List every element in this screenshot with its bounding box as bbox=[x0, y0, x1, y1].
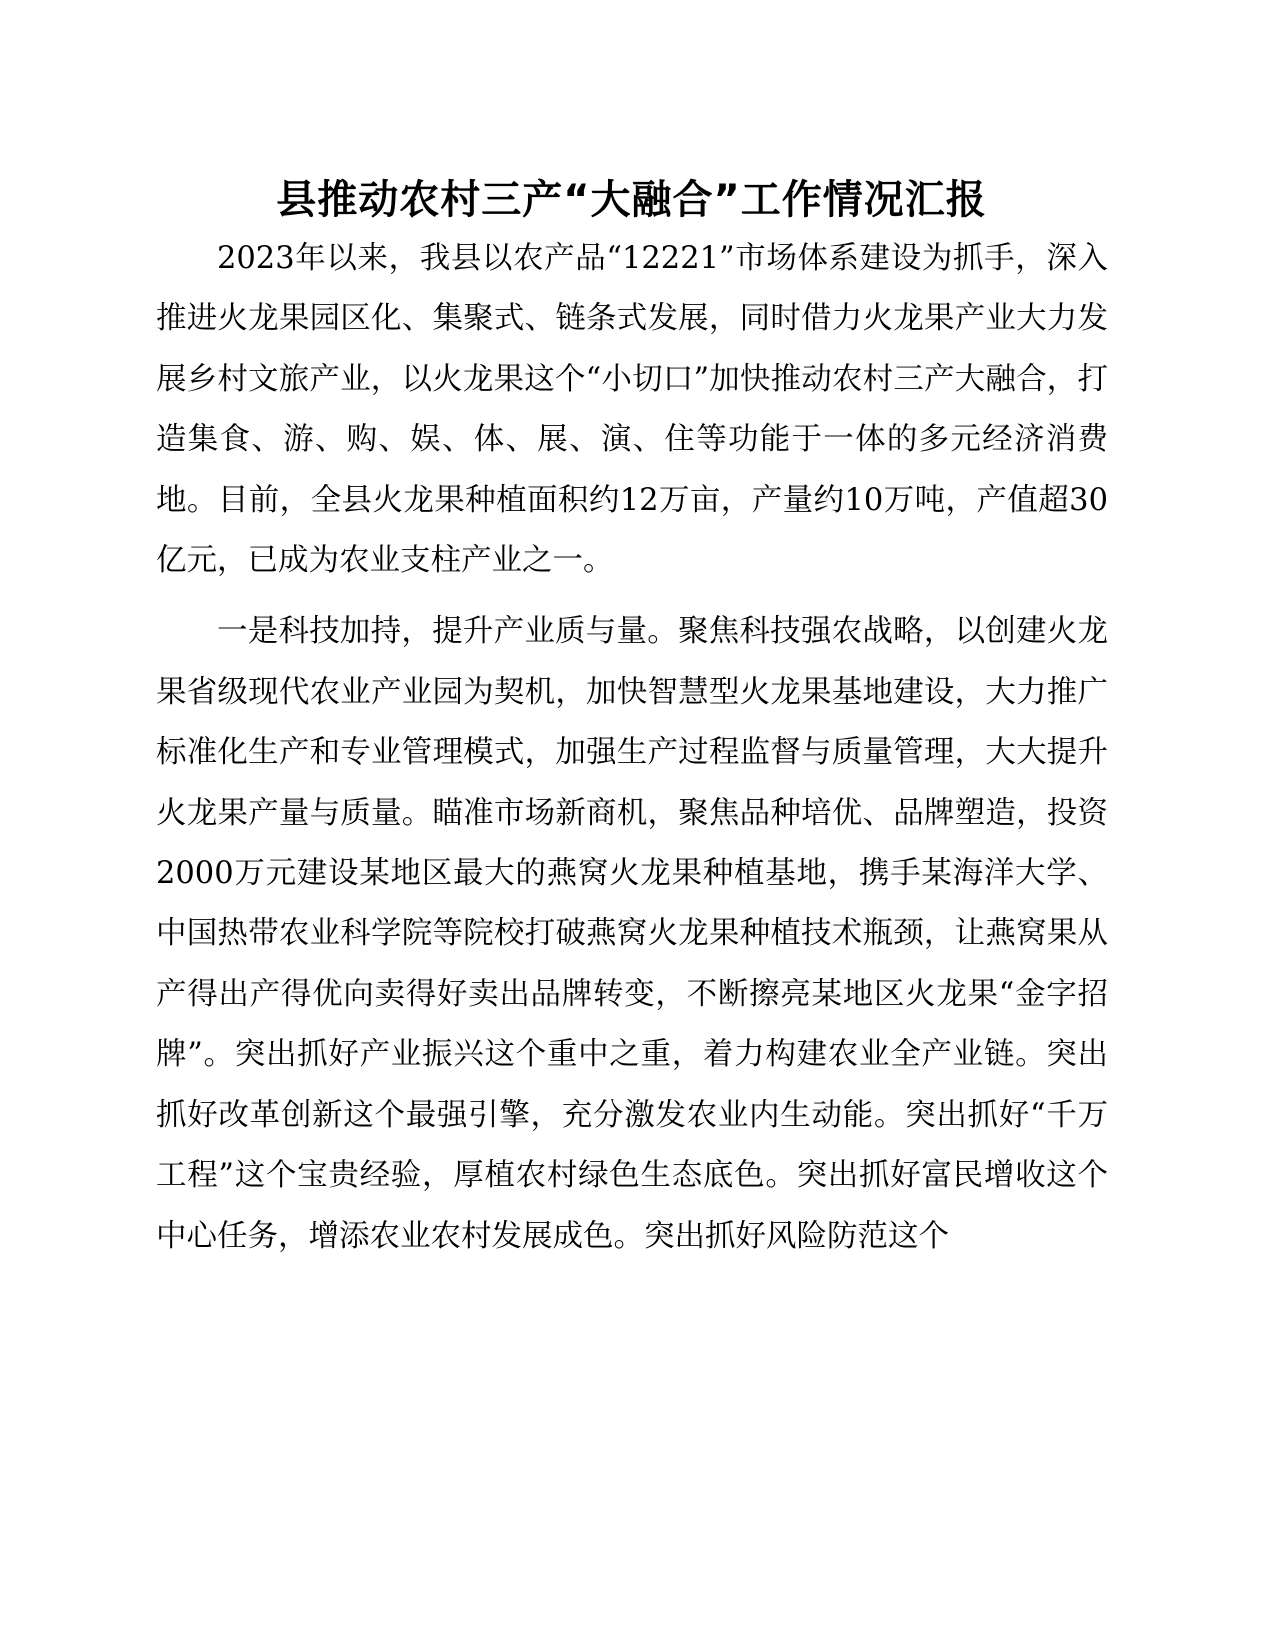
paragraph-technology: 一是科技加持，提升产业质与量。聚焦科技强农战略，以创建火龙果省级现代农业产业园为契机，加快智慧型火龙果基地建设，大力推广标准化生产和专业管理模式，加强生产过程监督与质量管理，大大提升火龙果产量与质量。瞄准市场新商机，聚焦品种培优、品牌塑造，投资2000万元建设某地区最大的燕窝火龙果种植基地，携手某海洋大学、中国热带农业科学院等院校打破燕窝火龙果种植技术瓶颈，让燕窝果从产得出产得优向卖得好卖出品牌转变，不断擦亮某地区火龙果“金字招牌”。突出抓好产业振兴这个重中之重，着力构建农业全产业链。突出抓好改革创新这个最强引擎，充分激发农业内生动能。突出抓好“千万工程”这个宝贵经验，厚植农村绿色生态底色。突出抓好富民增收这个中心任务，增添农业农村发展成色。突出抓好风险防范这个 bbox=[156, 614, 1108, 1254]
document-title: 县推动农村三产“大融合”工作情况汇报 bbox=[276, 177, 987, 223]
document-body bbox=[156, 229, 1108, 1267]
paragraph-intro: 2023年以来，我县以农产品“12221”市场体系建设为抓手，深入推进火龙果园区化、集聚式、链条式发展，同时借力火龙果产业大力发展乡村文旅产业，以火龙果这个“小切口”加快推动农村三产大融合，打造集食、游、购、娱、体、展、演、住等功能于一体的多元经济消费地。目前，全县火龙果种植面积约12万亩，产量约10万吨，产值超30亿元，已成为农业支柱产业之一。 bbox=[156, 241, 1108, 579]
